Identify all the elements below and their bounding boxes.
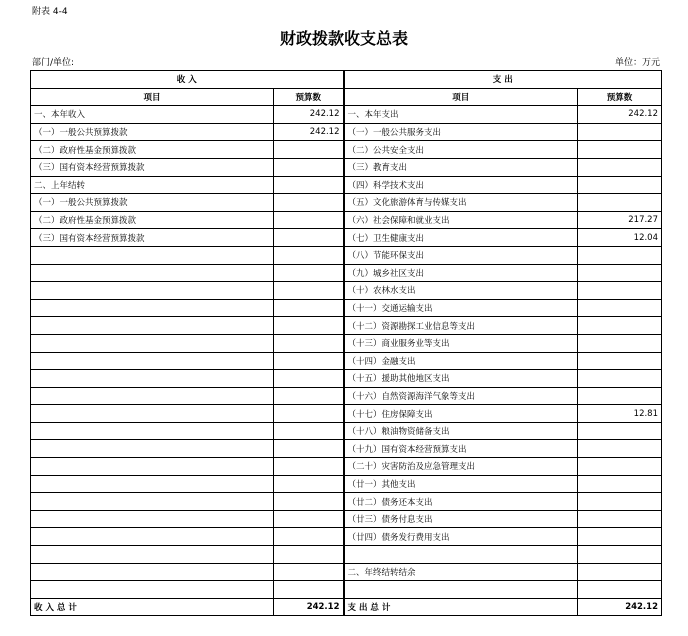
expense-value-cell: 217.27 xyxy=(578,211,662,229)
expense-value-cell xyxy=(578,317,662,335)
expense-value-cell xyxy=(578,475,662,493)
expense-item-cell xyxy=(344,546,578,564)
income-value-cell xyxy=(274,282,344,300)
income-value-cell xyxy=(274,158,344,176)
expense-item-cell xyxy=(344,581,578,599)
attachment-label: 附表 4-4 xyxy=(32,7,68,17)
income-total-value: 242.12 xyxy=(274,598,344,616)
table-row xyxy=(31,528,662,546)
total-row xyxy=(31,598,662,616)
income-value-cell: 242.12 xyxy=(274,106,344,124)
income-value-cell xyxy=(274,299,344,317)
expense-value-cell xyxy=(578,422,662,440)
table-row xyxy=(31,229,662,247)
income-item-cell xyxy=(31,458,274,476)
page-title: 财政拨款收支总表 xyxy=(279,29,408,48)
income-item-cell xyxy=(31,440,274,458)
income-value-cell xyxy=(274,370,344,388)
table-row xyxy=(31,581,662,599)
income-value-cell xyxy=(274,387,344,405)
expense-item-cell: （一）一般公共服务支出 xyxy=(344,123,578,141)
income-value-cell xyxy=(274,581,344,599)
income-value-cell xyxy=(274,440,344,458)
expense-value-cell xyxy=(578,458,662,476)
section-header-row xyxy=(31,71,662,89)
income-value-cell xyxy=(274,563,344,581)
table-row xyxy=(31,475,662,493)
income-item-cell: （一）一般公共预算拨款 xyxy=(31,194,274,212)
income-value-cell xyxy=(274,493,344,511)
table-row xyxy=(31,211,662,229)
expense-value-cell xyxy=(578,158,662,176)
income-item-cell xyxy=(31,387,274,405)
table-row xyxy=(31,458,662,476)
expense-value-cell xyxy=(578,299,662,317)
expense-item-cell: （二）公共安全支出 xyxy=(344,141,578,159)
income-section-header: 收 入 xyxy=(31,71,344,89)
income-value-cell xyxy=(274,246,344,264)
income-value-cell xyxy=(274,422,344,440)
expense-item-cell: （廿一）其他支出 xyxy=(344,475,578,493)
expense-item-cell: （十四）金融支出 xyxy=(344,352,578,370)
income-budget-header: 预算数 xyxy=(274,88,344,106)
expense-item-cell: （十八）粮油物资储备支出 xyxy=(344,422,578,440)
expense-item-cell: （十一）交通运输支出 xyxy=(344,299,578,317)
fiscal-summary-table xyxy=(30,70,662,616)
table-row xyxy=(31,510,662,528)
income-item-cell xyxy=(31,510,274,528)
income-item-cell xyxy=(31,528,274,546)
expense-total-label: 支 出 总 计 xyxy=(344,598,578,616)
expense-item-cell: （十二）资源勘探工业信息等支出 xyxy=(344,317,578,335)
table-row xyxy=(31,440,662,458)
table-row xyxy=(31,422,662,440)
expense-item-cell: （十九）国有资本经营预算支出 xyxy=(344,440,578,458)
column-header-row xyxy=(31,88,662,106)
income-value-cell xyxy=(274,141,344,159)
income-value-cell xyxy=(274,475,344,493)
income-value-cell xyxy=(274,176,344,194)
expense-item-cell: （五）文化旅游体育与传媒支出 xyxy=(344,194,578,212)
income-item-cell xyxy=(31,352,274,370)
expense-item-cell: （四）科学技术支出 xyxy=(344,176,578,194)
income-item-cell xyxy=(31,334,274,352)
income-item-cell xyxy=(31,422,274,440)
expense-value-cell xyxy=(578,194,662,212)
expense-item-cell: （六）社会保障和就业支出 xyxy=(344,211,578,229)
income-item-cell: 二、上年结转 xyxy=(31,176,274,194)
expense-value-cell: 12.81 xyxy=(578,405,662,423)
expense-item-cell: （七）卫生健康支出 xyxy=(344,229,578,247)
income-item-cell: （二）政府性基金预算拨款 xyxy=(31,141,274,159)
table-row xyxy=(31,546,662,564)
expense-value-cell: 242.12 xyxy=(578,106,662,124)
income-item-cell: （三）国有资本经营预算拨款 xyxy=(31,229,274,247)
income-item-cell: （三）国有资本经营预算拨款 xyxy=(31,158,274,176)
table-row xyxy=(31,370,662,388)
expense-item-cell: （十三）商业服务业等支出 xyxy=(344,334,578,352)
expense-section-header: 支 出 xyxy=(344,71,662,89)
expense-value-cell xyxy=(578,563,662,581)
income-item-cell xyxy=(31,546,274,564)
expense-value-cell xyxy=(578,581,662,599)
income-item-cell xyxy=(31,493,274,511)
expense-item-header: 项目 xyxy=(344,88,578,106)
income-item-cell xyxy=(31,405,274,423)
table-row xyxy=(31,405,662,423)
expense-value-cell xyxy=(578,510,662,528)
income-value-cell xyxy=(274,211,344,229)
income-item-cell xyxy=(31,299,274,317)
table-row xyxy=(31,317,662,335)
expense-item-cell: （十）农林水支出 xyxy=(344,282,578,300)
table-row xyxy=(31,158,662,176)
income-value-cell xyxy=(274,458,344,476)
income-item-cell xyxy=(31,317,274,335)
income-value-cell xyxy=(274,546,344,564)
table-row xyxy=(31,194,662,212)
table-row xyxy=(31,563,662,581)
income-value-cell xyxy=(274,334,344,352)
table-row xyxy=(31,493,662,511)
table-row xyxy=(31,176,662,194)
income-item-cell xyxy=(31,475,274,493)
income-value-cell xyxy=(274,229,344,247)
table-row xyxy=(31,282,662,300)
expense-item-cell: （九）城乡社区支出 xyxy=(344,264,578,282)
expense-item-cell: （廿三）债务付息支出 xyxy=(344,510,578,528)
expense-item-cell: 二、年终结转结余 xyxy=(344,563,578,581)
income-item-cell xyxy=(31,370,274,388)
expense-value-cell xyxy=(578,440,662,458)
expense-value-cell xyxy=(578,176,662,194)
table-row xyxy=(31,387,662,405)
table-row xyxy=(31,352,662,370)
expense-value-cell xyxy=(578,387,662,405)
expense-value-cell xyxy=(578,352,662,370)
expense-value-cell xyxy=(578,546,662,564)
expense-value-cell xyxy=(578,264,662,282)
income-value-cell xyxy=(274,264,344,282)
income-item-cell: （二）政府性基金预算拨款 xyxy=(31,211,274,229)
income-total-label: 收 入 总 计 xyxy=(31,598,274,616)
table-row xyxy=(31,299,662,317)
expense-value-cell xyxy=(578,370,662,388)
expense-value-cell xyxy=(578,282,662,300)
income-item-cell: （一）一般公共预算拨款 xyxy=(31,123,274,141)
expense-item-cell: （廿四）债务发行费用支出 xyxy=(344,528,578,546)
income-value-cell xyxy=(274,405,344,423)
expense-value-cell: 12.04 xyxy=(578,229,662,247)
department-label: 部门/单位: xyxy=(32,58,75,68)
table-row xyxy=(31,264,662,282)
expense-budget-header: 预算数 xyxy=(578,88,662,106)
table-row xyxy=(31,106,662,124)
income-item-cell xyxy=(31,563,274,581)
expense-value-cell xyxy=(578,528,662,546)
income-item-cell xyxy=(31,246,274,264)
table-row xyxy=(31,123,662,141)
income-item-cell xyxy=(31,282,274,300)
expense-item-cell: （八）节能环保支出 xyxy=(344,246,578,264)
expense-total-value: 242.12 xyxy=(578,598,662,616)
income-value-cell xyxy=(274,352,344,370)
table-row xyxy=(31,334,662,352)
income-value-cell: 242.12 xyxy=(274,123,344,141)
expense-value-cell xyxy=(578,141,662,159)
expense-item-cell: （十七）住房保障支出 xyxy=(344,405,578,423)
expense-item-cell: 一、本年支出 xyxy=(344,106,578,124)
table-row xyxy=(31,141,662,159)
expense-value-cell xyxy=(578,493,662,511)
unit-label: 单位：万元 xyxy=(614,58,660,68)
expense-value-cell xyxy=(578,246,662,264)
income-value-cell xyxy=(274,528,344,546)
income-value-cell xyxy=(274,510,344,528)
expense-value-cell xyxy=(578,334,662,352)
income-item-header: 项目 xyxy=(31,88,274,106)
income-item-cell xyxy=(31,264,274,282)
expense-value-cell xyxy=(578,123,662,141)
income-item-cell: 一、本年收入 xyxy=(31,106,274,124)
expense-item-cell: （三）教育支出 xyxy=(344,158,578,176)
expense-item-cell: （廿二）债务还本支出 xyxy=(344,493,578,511)
expense-item-cell: （十五）援助其他地区支出 xyxy=(344,370,578,388)
income-item-cell xyxy=(31,581,274,599)
table-row xyxy=(31,246,662,264)
expense-item-cell: （十六）自然资源海洋气象等支出 xyxy=(344,387,578,405)
expense-item-cell: （二十）灾害防治及应急管理支出 xyxy=(344,458,578,476)
income-value-cell xyxy=(274,317,344,335)
income-value-cell xyxy=(274,194,344,212)
